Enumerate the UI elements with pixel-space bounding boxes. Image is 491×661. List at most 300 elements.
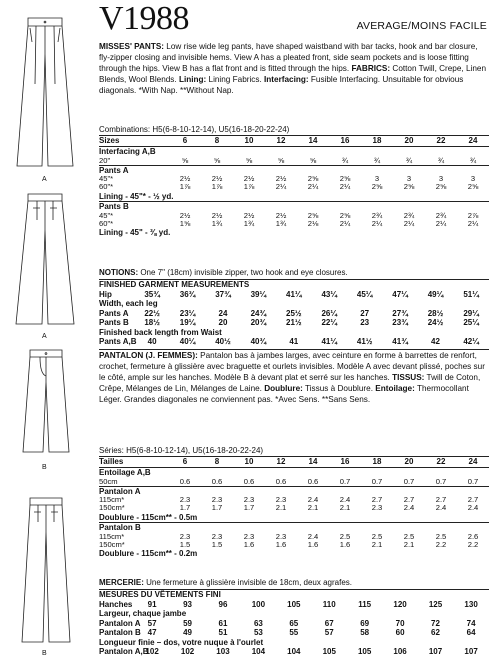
table-cell: 74: [466, 618, 476, 628]
table-cell: 105: [357, 647, 372, 656]
table-cell: 16: [329, 457, 361, 468]
view-a-back-drawing: [0, 190, 96, 330]
table-cell: 41½: [356, 337, 373, 346]
hip-row: [99, 600, 489, 610]
table-cell: ⅝: [213, 155, 221, 165]
lining-label: Doublure:: [264, 383, 303, 393]
hip-row: [99, 290, 489, 300]
table-cell: 2.3: [211, 531, 223, 541]
technical-drawings: [0, 0, 96, 661]
table-cell: 3: [406, 174, 412, 184]
row-label: Tailles: [99, 457, 169, 468]
table-cell: 22: [425, 457, 457, 468]
size-header-row: [99, 457, 489, 468]
table-cell: 39¼: [250, 289, 267, 299]
table-cell: 2⅝: [307, 210, 319, 220]
table-cell: 2.4: [307, 531, 319, 541]
table-cell: 0.6: [243, 476, 255, 486]
table-cell: 23¼: [179, 308, 196, 318]
table-cell: 1.5: [179, 539, 191, 549]
table-cell: ¾: [469, 155, 477, 165]
table-cell: 2½: [179, 210, 191, 220]
row-label: 45"*: [99, 210, 114, 220]
table-cell: 2½: [275, 174, 287, 184]
table-cell: ¾: [341, 155, 349, 165]
table-cell: 22¼: [321, 318, 338, 327]
table-cell: 22: [425, 136, 457, 147]
section-heading: [99, 299, 489, 309]
row-label: 150cm*: [99, 539, 125, 549]
table-cell: 62: [431, 628, 440, 637]
interfacing-text: Thermocollant Léger. Grandes diagonales ne conviennent pas. *Avec Sens. **Sans Sens.: [99, 383, 469, 404]
table-cell: 41: [289, 337, 299, 346]
table-cell: 2.3: [211, 495, 223, 505]
table-cell: 2.3: [275, 531, 287, 541]
table-cell: 14: [297, 136, 329, 147]
table-cell: 2¼: [339, 182, 351, 192]
table-cell: 2.1: [339, 503, 351, 513]
section-heading: [99, 468, 489, 478]
french-notions: [99, 578, 489, 587]
table-cell: 18: [361, 457, 393, 468]
table-cell: 2.5: [371, 531, 383, 541]
table-cell: 0.7: [371, 476, 383, 486]
table-cell: 93: [183, 599, 192, 609]
table-cell: ⅝: [277, 155, 285, 165]
row-label: Doublure - 115cm** - 0.2m: [99, 549, 198, 559]
table-cell: 23¾: [392, 318, 408, 327]
table-cell: 3: [374, 174, 380, 184]
table-cell: 1.7: [179, 503, 191, 513]
table-cell: 2.7: [403, 495, 415, 505]
table-cell: 24: [218, 308, 228, 318]
table-cell: 27: [360, 308, 370, 318]
row-label: Doublure - 115cm** - 0.5m: [99, 512, 198, 522]
row-label: 60"*: [99, 182, 114, 192]
table-cell: 1.6: [275, 539, 287, 549]
table-cell: 20: [218, 318, 228, 327]
table-row: [99, 337, 489, 347]
french-description: [99, 349, 489, 406]
lining-text: Lining Fabrics.: [206, 74, 265, 84]
table-row: [99, 183, 489, 191]
table-row: [99, 318, 489, 328]
table-cell: 1.6: [307, 539, 319, 549]
row-label: Pantalon B: [99, 523, 489, 533]
lining-row: [99, 192, 489, 202]
table-cell: 105: [287, 599, 301, 609]
table-cell: 67: [324, 618, 334, 628]
table-cell: 43¼: [321, 289, 338, 299]
row-label: Pants A: [99, 308, 129, 318]
table-cell: 41¾: [392, 337, 408, 346]
table-cell: 2.3: [179, 531, 191, 541]
table-row: [99, 647, 489, 657]
table-cell: 18½: [144, 318, 160, 327]
table-cell: 24: [457, 136, 489, 147]
table-cell: 24½: [427, 318, 444, 327]
table-cell: 10: [233, 457, 265, 468]
table-cell: ¾: [437, 155, 445, 165]
section-heading: [99, 638, 489, 648]
table-cell: 2⅛: [307, 218, 319, 228]
table-cell: 2.6: [467, 531, 479, 541]
table-cell: 41¼: [321, 337, 338, 346]
fabrics-text: Twill de Coton, Crêpe, Mélanges de Lin, Mélanges de Laine.: [99, 372, 481, 393]
table-cell: 22½: [144, 308, 160, 318]
table-row: [99, 478, 489, 487]
interfacing-label: Interfacing:: [264, 74, 309, 84]
table-cell: 2.4: [307, 495, 319, 505]
table-cell: 23: [360, 318, 370, 327]
row-label: 115cm*: [99, 495, 125, 505]
table-cell: 51: [218, 628, 228, 637]
view-b-back-drawing: [0, 494, 96, 644]
row-label: FINISHED GARMENT MEASUREMENTS: [99, 280, 489, 290]
row-label: Width, each leg: [99, 299, 158, 308]
table-cell: 20¾: [250, 318, 267, 327]
row-label: Pants B: [99, 202, 489, 212]
pattern-number: V1988: [99, 0, 190, 37]
table-cell: 8: [201, 457, 233, 468]
size-header-row: [99, 136, 489, 147]
description-title: MISSES' PANTS:: [99, 42, 165, 51]
table-cell: 2.2: [435, 539, 447, 549]
table-row: [99, 309, 489, 319]
row-label: Sizes: [99, 136, 169, 147]
description-title: PANTALON (J. FEMMES):: [99, 351, 198, 360]
table-cell: 2.7: [371, 495, 383, 505]
table-cell: 2.4: [467, 503, 479, 513]
table-cell: 2¾: [435, 210, 447, 220]
table-cell: 2.7: [467, 495, 479, 505]
size-range-title: AVERAGE/MOINS FACILE: [356, 20, 487, 32]
row-label: Hanches: [99, 599, 133, 609]
section-heading: [99, 280, 489, 290]
row-label: 60"*: [99, 218, 114, 228]
table-cell: 57: [147, 618, 157, 628]
english-measurements-table: [99, 279, 489, 347]
table-cell: 63: [253, 618, 263, 628]
table-cell: 20: [393, 136, 425, 147]
table-cell: 19¼: [179, 318, 196, 327]
table-cell: 2.1: [403, 539, 415, 549]
table-cell: 96: [218, 599, 228, 609]
table-cell: 1¾: [211, 218, 223, 228]
table-cell: 2.1: [307, 503, 319, 513]
table-cell: 2.3: [371, 503, 383, 513]
table-cell: 40: [147, 337, 157, 346]
table-cell: 49: [183, 628, 192, 637]
lining-row: [99, 549, 489, 559]
table-cell: ¾: [405, 155, 413, 165]
section-heading: [99, 609, 489, 619]
table-cell: 58: [360, 628, 370, 637]
combinations-line: Combinations: H5(6-8-10-12-14), U5(16-18-20-22-24): [99, 125, 290, 134]
notions-text: One 7" (18cm) invisible zipper, two hook and eye closures.: [138, 268, 348, 277]
table-cell: 16: [329, 136, 361, 147]
table-cell: 60: [395, 628, 405, 637]
table-cell: 14: [297, 457, 329, 468]
lining-text: Tissus à Doublure.: [302, 383, 376, 393]
table-cell: 105: [322, 647, 336, 656]
table-row: [99, 175, 489, 183]
section-heading: [99, 147, 489, 157]
table-cell: 53: [253, 628, 263, 637]
table-cell: 1⅞: [179, 182, 191, 192]
table-cell: 110: [322, 599, 336, 609]
table-cell: 2½: [243, 174, 255, 184]
table-cell: 72: [431, 618, 440, 628]
table-cell: 40½: [215, 337, 231, 346]
instruction-sheet: [99, 0, 489, 661]
table-cell: 36¾: [179, 289, 196, 299]
row-label: 50cm: [99, 476, 118, 486]
fabrics-label: TISSUS:: [392, 372, 425, 382]
table-cell: 42: [431, 337, 440, 346]
table-cell: 2.5: [339, 531, 351, 541]
table-cell: 42¼: [463, 337, 479, 346]
table-cell: ⅝: [181, 155, 189, 165]
description-body: Pantalon bas à jambes larges, avec ceinture en forme à barrettes de renfort, crochet, fermeture à glissière avec braguette et ourlets invisibles. Modèle A avec devant plissé, poches sur le côté, ample sur les hanches. Modèle B à devant plat et serré sur les hanches.: [99, 351, 485, 382]
row-label: Finished back length from Waist: [99, 327, 222, 337]
table-cell: 2.3: [243, 531, 255, 541]
french-yardage-table: [99, 456, 489, 559]
interfacing-label: Entoilage:: [375, 383, 415, 393]
section-heading: [99, 486, 489, 496]
table-cell: 115: [358, 599, 372, 609]
table-cell: 70: [395, 618, 405, 628]
table-cell: 29¼: [463, 308, 479, 318]
table-cell: 2¼: [371, 218, 383, 228]
table-cell: 24: [457, 457, 489, 468]
table-cell: 2½: [275, 210, 287, 220]
table-cell: 12: [265, 136, 297, 147]
interfacing-text: Fusible Interfacing. Unsuitable for obvious diagonals. *With Nap. **Without Nap.: [99, 74, 464, 95]
english-yardage-table: [99, 135, 489, 238]
table-cell: 64: [466, 628, 476, 637]
table-cell: 1⅝: [179, 218, 191, 228]
table-cell: 2.5: [403, 531, 415, 541]
table-cell: 2½: [243, 210, 255, 220]
row-label: Lining - 45"* - ½ yd.: [99, 191, 174, 201]
table-cell: 2.1: [275, 503, 287, 513]
table-cell: 2¼: [467, 218, 479, 228]
table-cell: 47¼: [392, 289, 408, 299]
table-cell: 37¾: [215, 289, 231, 299]
section-heading: [99, 590, 489, 600]
table-cell: 40¼: [179, 337, 196, 346]
table-cell: 2⅝: [467, 182, 479, 192]
table-cell: ⅝: [245, 155, 253, 165]
table-row: [99, 628, 489, 638]
table-cell: 2⅝: [371, 182, 383, 192]
table-cell: 2⅞: [467, 210, 479, 220]
table-cell: 2½: [211, 210, 223, 220]
table-cell: 47: [147, 628, 157, 637]
table-cell: 10: [233, 136, 265, 147]
view-label: B: [42, 464, 47, 471]
table-cell: 130: [464, 599, 478, 609]
table-row: [99, 496, 489, 504]
table-cell: 1.6: [243, 539, 255, 549]
fabrics-label: FABRICS:: [351, 63, 391, 73]
table-cell: 102: [180, 647, 195, 656]
table-row: [99, 212, 489, 220]
series-line: Séries: H5(6-8-10-12-14), U5(16-18-20-22-24): [99, 446, 264, 455]
notions-text: Une fermeture à glissière invisible de 18cm, deux agrafes.: [143, 578, 352, 587]
table-cell: 0.6: [211, 476, 223, 486]
row-label: Pants B: [99, 318, 129, 327]
table-row: [99, 504, 489, 512]
fabrics-text: Cotton Twill, Crepe, Linen Blends, Wool Blends.: [99, 63, 486, 84]
table-cell: 107: [464, 647, 478, 656]
table-cell: 1⅞: [211, 182, 223, 192]
table-cell: 107: [428, 647, 443, 656]
table-cell: 55: [289, 628, 299, 637]
row-label: Hip: [99, 289, 112, 299]
table-cell: 41¼: [286, 289, 302, 299]
table-cell: 103: [216, 647, 230, 656]
row-label: 45"*: [99, 174, 114, 184]
table-cell: 2.4: [435, 503, 447, 513]
table-cell: 2⅝: [403, 182, 415, 192]
table-cell: 2⅝: [435, 182, 447, 192]
table-cell: 2.3: [179, 495, 191, 505]
table-cell: 2.4: [339, 495, 351, 505]
english-description: [99, 42, 489, 97]
lining-row: [99, 513, 489, 523]
table-cell: 40¾: [250, 337, 267, 346]
table-cell: 20: [393, 457, 425, 468]
french-measurements-table: [99, 589, 489, 657]
table-cell: 2⅝: [339, 210, 351, 220]
table-cell: 106: [393, 647, 407, 656]
lining-row: [99, 228, 489, 238]
table-cell: 2¾: [371, 210, 383, 220]
table-cell: 0.7: [339, 476, 351, 486]
section-heading: [99, 202, 489, 212]
table-cell: ¾: [373, 155, 381, 165]
table-cell: 2¼: [403, 218, 415, 228]
table-cell: 100: [251, 599, 266, 609]
table-cell: 2.5: [435, 531, 447, 541]
table-cell: 69: [360, 618, 370, 628]
table-cell: 0.7: [467, 476, 479, 486]
table-cell: 102: [145, 647, 159, 656]
table-cell: 2¼: [339, 218, 351, 228]
section-heading: [99, 523, 489, 533]
description-body: Low rise wide leg pants, have shaped waistband with bar tacks, hook and bar closure, fly-zipper closing and invisible hems. View A has a pleated front, side seam pockets and is loose fitting through the hips. View B has a flat front and is fitted through the hips.: [99, 42, 478, 73]
table-cell: 35¾: [144, 289, 160, 299]
table-cell: 61: [218, 618, 228, 628]
table-row: [99, 619, 489, 629]
notions-label: NOTIONS:: [99, 268, 139, 277]
row-label: Pantalon B: [99, 628, 141, 637]
table-cell: 25½: [286, 308, 302, 318]
table-cell: ⅝: [309, 155, 317, 165]
table-cell: 2.1: [371, 539, 383, 549]
lining-label: Lining:: [178, 74, 207, 84]
row-label: Pantalon A: [99, 486, 489, 496]
table-cell: 1⅞: [243, 182, 255, 192]
view-label: A: [42, 176, 47, 183]
english-notions: [99, 268, 489, 277]
notions-label: MERCERIE:: [99, 578, 144, 587]
table-row: [99, 157, 489, 166]
table-cell: 12: [265, 457, 297, 468]
table-cell: 25¼: [463, 318, 479, 327]
table-cell: 6: [169, 457, 201, 468]
view-label: A: [42, 333, 47, 340]
row-label: Pantalon A: [99, 618, 141, 628]
row-label: Pants A,B: [99, 337, 137, 346]
view-b-front-drawing: [0, 346, 96, 456]
table-cell: 2.3: [243, 495, 255, 505]
view-a-front-drawing: [0, 14, 96, 170]
table-cell: 3: [470, 174, 476, 184]
table-cell: 0.7: [435, 476, 447, 486]
table-cell: 6: [169, 136, 201, 147]
table-cell: 3: [438, 174, 444, 184]
table-cell: 49¼: [427, 289, 444, 299]
table-cell: 1.6: [339, 539, 351, 549]
table-row: [99, 541, 489, 549]
table-cell: 1¾: [275, 218, 287, 228]
row-label: Interfacing A,B: [99, 147, 156, 156]
table-cell: 2.3: [275, 495, 287, 505]
row-label: MESURES DU VÊTEMENTS FINI: [99, 590, 489, 600]
table-cell: 65: [289, 618, 299, 628]
table-cell: 2.4: [403, 503, 415, 513]
table-cell: 0.6: [307, 476, 319, 486]
table-cell: 18: [361, 136, 393, 147]
table-cell: 57: [324, 628, 334, 637]
table-cell: 1.5: [211, 539, 223, 549]
section-heading: [99, 165, 489, 175]
table-cell: 1¾: [243, 218, 255, 228]
row-label: 20": [99, 155, 111, 165]
table-cell: 21½: [286, 318, 302, 327]
table-cell: 2¾: [403, 210, 415, 220]
table-cell: 125: [428, 599, 443, 609]
table-cell: 2.7: [435, 495, 447, 505]
table-cell: 2½: [179, 174, 191, 184]
table-cell: 2½: [211, 174, 223, 184]
table-cell: 2¼: [435, 218, 447, 228]
table-cell: 45¼: [356, 289, 373, 299]
header: [99, 2, 489, 40]
table-cell: 1.7: [211, 503, 223, 513]
row-label: Pants A: [99, 165, 489, 175]
row-label: Longueur finie – dos, votre nuque à l'ourlet: [99, 637, 264, 647]
table-cell: 28½: [427, 308, 444, 318]
table-cell: 51¼: [463, 289, 479, 299]
table-cell: 27¾: [392, 308, 408, 318]
table-cell: 2¼: [275, 182, 287, 192]
row-label: Largeur, chaque jambe: [99, 609, 187, 618]
table-cell: 24¾: [250, 308, 267, 318]
table-cell: 8: [201, 136, 233, 147]
table-cell: 2.2: [467, 539, 479, 549]
table-cell: 0.7: [403, 476, 415, 486]
table-row: [99, 533, 489, 541]
table-cell: 26¼: [321, 308, 338, 318]
row-label: Lining - 45" - ⅜ yd.: [99, 228, 171, 238]
table-cell: 91: [147, 599, 157, 609]
section-heading: [99, 328, 489, 338]
table-cell: 2⅝: [339, 174, 351, 184]
